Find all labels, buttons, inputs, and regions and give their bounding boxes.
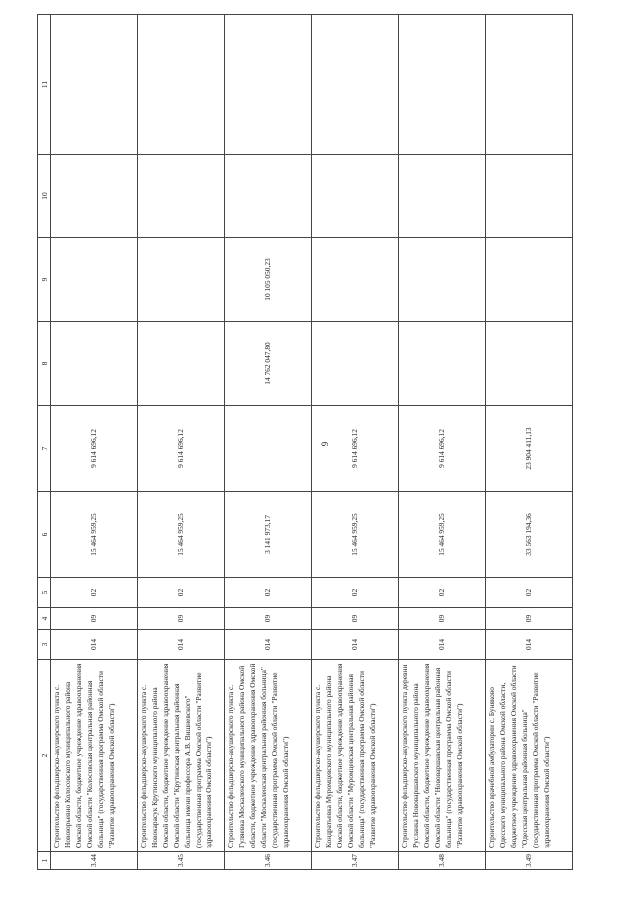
row-description: Строительство фельдшерско-акушерского пункта с. Новокарасук Крутинского муниципального района Омской области, бюджетное учреждение здравоохранения Омской области "Крутинская центральная районная больница имени профессора А.В. Вишневского" (государственная программа Омской области "Развитие здравоохранения Омской области") xyxy=(138,660,225,852)
table-row xyxy=(399,15,486,870)
column-number: 2 xyxy=(38,660,51,852)
cell-col3: 014 xyxy=(138,630,225,660)
row-number: 3.49 xyxy=(486,852,573,870)
cell-col5: 02 xyxy=(51,578,138,608)
cell-col11 xyxy=(399,15,486,155)
cell-col10 xyxy=(51,155,138,238)
cell-col5: 02 xyxy=(486,578,573,608)
cell-col8 xyxy=(312,322,399,406)
cell-col7: 9 614 696,12 xyxy=(51,406,138,492)
row-description: Строительство фельдшерско-акушерского пункта с. Новоюрьевно Колосовского муниципального района Омской области, бюджетное учреждение здравоохранения Омской области "Колосовская центральная районная больница" (государственная программа Омской области "Развитие здравоохранения Омской области") xyxy=(51,660,138,852)
cell-col11 xyxy=(312,15,399,155)
row-number: 3.48 xyxy=(399,852,486,870)
cell-col9: 10 105 050,23 xyxy=(225,238,312,322)
page-number: 9 xyxy=(320,441,330,447)
cell-col3: 014 xyxy=(486,630,573,660)
cell-col6: 33 563 194,36 xyxy=(486,492,573,578)
cell-col11 xyxy=(51,15,138,155)
cell-col3: 014 xyxy=(225,630,312,660)
cell-col8: 14 762 047,80 xyxy=(225,322,312,406)
cell-col5: 02 xyxy=(225,578,312,608)
budget-table xyxy=(37,14,573,870)
table-row xyxy=(51,15,138,870)
row-description: Строительство фельдшерско-акушерского пункта с. Гуляевка Москаленского муниципального района Омской области, бюджетное учреждение здравоохранения Омской области "Москаленская центральная районная больница" (государственная программа Омской области "Развитие здравоохранения Омской области") xyxy=(225,660,312,852)
row-number: 3.47 xyxy=(312,852,399,870)
cell-col10 xyxy=(486,155,573,238)
cell-col7: 9 614 696,12 xyxy=(399,406,486,492)
cell-col9 xyxy=(312,238,399,322)
cell-col7: 9 614 696,12 xyxy=(312,406,399,492)
column-number: 10 xyxy=(38,155,51,238)
cell-col4: 09 xyxy=(225,608,312,630)
cell-col9 xyxy=(51,238,138,322)
cell-col4: 09 xyxy=(399,608,486,630)
cell-col6: 15 464 959,25 xyxy=(51,492,138,578)
cell-col5: 02 xyxy=(312,578,399,608)
row-number: 3.45 xyxy=(138,852,225,870)
cell-col10 xyxy=(138,155,225,238)
cell-col5: 02 xyxy=(399,578,486,608)
column-number: 5 xyxy=(38,578,51,608)
cell-col8 xyxy=(51,322,138,406)
cell-col7: 23 904 411,13 xyxy=(486,406,573,492)
table-row xyxy=(225,15,312,870)
cell-col7 xyxy=(225,406,312,492)
cell-col3: 014 xyxy=(51,630,138,660)
column-number: 6 xyxy=(38,492,51,578)
cell-col8 xyxy=(138,322,225,406)
row-description: Строительство врачебной амбулатории с. Буняково Одесского муниципального района Омской области, бюджетное учреждение здравоохранения Омской области "Одесская центральная районная больница" (государственная программа Омской области "Развитие здравоохранения Омской области") xyxy=(486,660,573,852)
row-number: 3.44 xyxy=(51,852,138,870)
cell-col5: 02 xyxy=(138,578,225,608)
cell-col3: 014 xyxy=(399,630,486,660)
rotated-document xyxy=(37,15,612,870)
cell-col10 xyxy=(225,155,312,238)
cell-col3: 014 xyxy=(312,630,399,660)
cell-col8 xyxy=(486,322,573,406)
cell-col9 xyxy=(399,238,486,322)
table-row xyxy=(138,15,225,870)
column-number: 8 xyxy=(38,322,51,406)
row-number: 3.46 xyxy=(225,852,312,870)
cell-col11 xyxy=(138,15,225,155)
cell-col8 xyxy=(399,322,486,406)
cell-col4: 09 xyxy=(312,608,399,630)
column-number: 11 xyxy=(38,15,51,155)
cell-col10 xyxy=(399,155,486,238)
cell-col4: 09 xyxy=(51,608,138,630)
column-number: 7 xyxy=(38,406,51,492)
cell-col6: 15 464 959,25 xyxy=(399,492,486,578)
column-number: 1 xyxy=(38,852,51,870)
row-description: Строительство фельдшерско-акушерского пункта с. Кондратьевка Муромцевского муниципального района Омской области, бюджетное учреждение здравоохранения Омской области "Муромцевская центральная районная больница" (государственная программа Омской области "Развитие здравоохранения Омской области") xyxy=(312,660,399,852)
cell-col6: 15 464 959,25 xyxy=(138,492,225,578)
column-number-row xyxy=(38,15,51,870)
column-number: 9 xyxy=(38,238,51,322)
column-number: 3 xyxy=(38,630,51,660)
cell-col11 xyxy=(225,15,312,155)
cell-col10 xyxy=(312,155,399,238)
table-row xyxy=(312,15,399,870)
cell-col7: 9 614 696,12 xyxy=(138,406,225,492)
cell-col9 xyxy=(138,238,225,322)
cell-col9 xyxy=(486,238,573,322)
cell-col6: 15 464 959,25 xyxy=(312,492,399,578)
row-description: Строительство фельдшерско-акушерского пункта деревни Русланка Нововаршавского муниципального района Омской области, бюджетное учреждение здравоохранения Омской области "Нововаршавская центральная районная больница" (государственная программа Омской области "Развитие здравоохранения Омской области") xyxy=(399,660,486,852)
table-row xyxy=(486,15,573,870)
cell-col11 xyxy=(486,15,573,155)
cell-col6: 3 141 973,17 xyxy=(225,492,312,578)
cell-col4: 09 xyxy=(486,608,573,630)
column-number: 4 xyxy=(38,608,51,630)
cell-col4: 09 xyxy=(138,608,225,630)
